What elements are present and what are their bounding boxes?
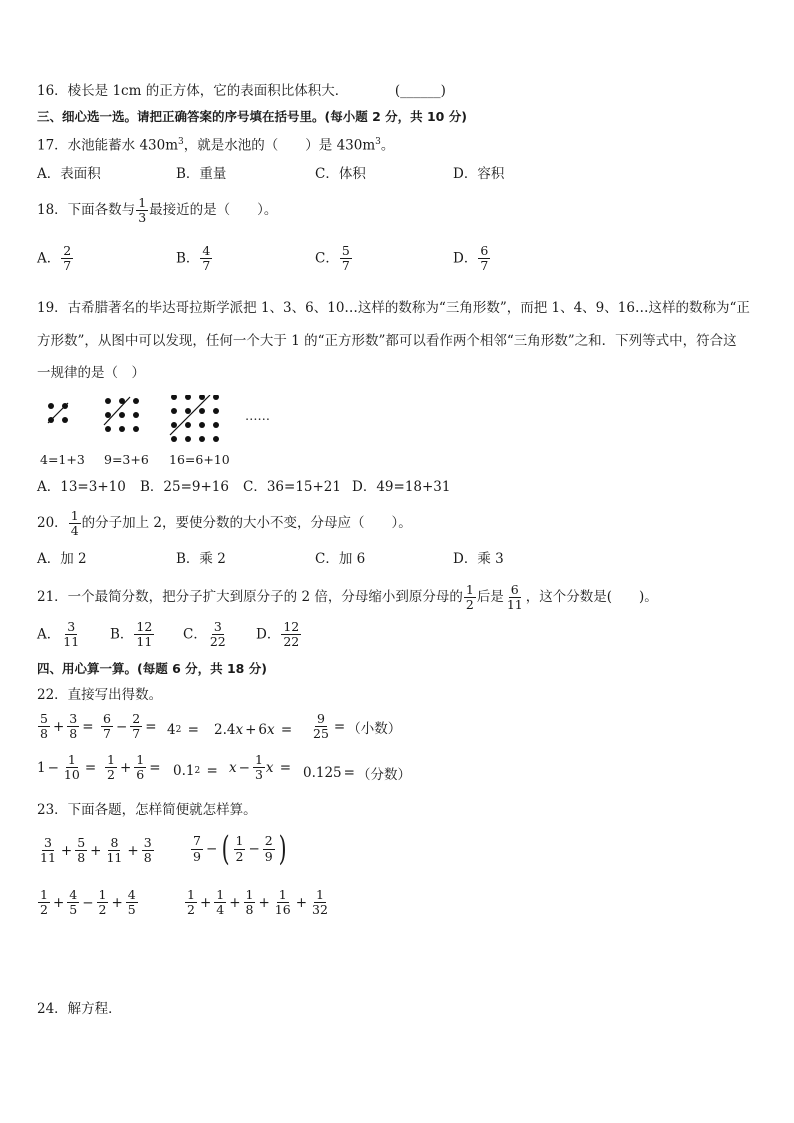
q18-option-b[interactable]: B． $\frac{4}{7}$ bbox=[176, 243, 211, 274]
section-3-heading: 三、细心选一选。请把正确答案的序号填在括号里。(每小题 2 分，共 10 分) bbox=[37, 109, 467, 124]
question-24-title: 24．解方程． bbox=[37, 1001, 122, 1017]
calc-1-2-plus-1-6: $\frac{1}{2}$ + $\frac{1}{6}$ = bbox=[107, 752, 161, 783]
q17-option-b[interactable]: B．重量 bbox=[176, 166, 227, 182]
ellipsis: …… bbox=[245, 408, 270, 423]
q19-option-b[interactable]: B．25=9+16 bbox=[140, 479, 229, 495]
caption-4: 4=1+3 bbox=[40, 452, 85, 467]
dot-figure-9 bbox=[104, 397, 139, 432]
question-19-line-2: 方形数”，从图中可以发现，任何一个大于 1 的“正方形数”都可以看作两个相邻“三角形数”之和．下列等式中，符合这 bbox=[37, 333, 737, 349]
q21-option-c[interactable]: C． $\frac{3}{22}$ bbox=[183, 619, 226, 650]
q19-option-c[interactable]: C．36=15+21 bbox=[243, 479, 341, 495]
question-17: 17．水池能蓄水 $430m^3$，就是水池的（ ）是 $430m^3$。 bbox=[37, 137, 395, 154]
calc-5-8-plus-3-8: $\frac{5}{8}$ + $\frac{3}{8}$ = bbox=[40, 711, 94, 742]
q17-option-a[interactable]: A．表面积 bbox=[37, 166, 101, 182]
calc-23-expr-1: $\frac{3}{11}$ + $\frac{5}{8}$ + $\frac{8}{11}$ + $\frac{3}{8}$ bbox=[40, 835, 152, 866]
question-23-title: 23．下面各题，怎样简便就怎样算。 bbox=[37, 802, 257, 818]
q20-option-a[interactable]: A．加 2 bbox=[37, 551, 87, 567]
q19-option-a[interactable]: A．13=3+10 bbox=[37, 479, 126, 495]
caption-16: 16=6+10 bbox=[169, 452, 230, 467]
fraction: $\frac{1}{3}$ bbox=[138, 194, 147, 225]
question-20: 20． $\frac{1}{4}$ 的分子加上 2，要使分数的大小不变，分母应（ ）。 bbox=[37, 507, 412, 538]
q17-option-d[interactable]: D．容积 bbox=[453, 166, 505, 182]
q20-option-c[interactable]: C．加 6 bbox=[315, 551, 366, 567]
question-21: 21．一个最简分数，把分子扩大到原分子的 2 倍，分母缩小到原分母的 $\frac{1}{2}$ 后是 $\frac{6}{11}$ ，这个分数是( )。 bbox=[37, 581, 658, 612]
q18-option-a[interactable]: A． $\frac{2}{7}$ bbox=[37, 243, 72, 274]
calc-4-squared: 4 2 = bbox=[167, 722, 199, 738]
question-16: 16．棱长是 1cm 的正方体，它的表面积比体积大． (______) bbox=[37, 83, 446, 99]
q21-option-d[interactable]: D． $\frac{12}{22}$ bbox=[256, 619, 300, 650]
q21-option-a[interactable]: A． $\frac{3}{11}$ bbox=[37, 619, 80, 650]
calc-0-125-fraction: 0.125 = （分数） bbox=[303, 765, 411, 783]
answer-blank[interactable]: (______) bbox=[394, 83, 446, 99]
q19-option-d[interactable]: D．49=18+31 bbox=[352, 479, 451, 495]
question-18: 18．下面各数与 $\frac{1}{3}$ 最接近的是（ ）。 bbox=[37, 194, 278, 225]
calc-2-4x-plus-6x: 2.4 x + 6 x = bbox=[214, 722, 293, 738]
dot-figure-4 bbox=[48, 403, 68, 423]
calc-23-expr-2: $\frac{7}{9}$ − ( $\frac{1}{2}$ − $\frac{2}{9}$ ) bbox=[193, 829, 287, 869]
calc-0-1-squared: 0.1 2 = bbox=[173, 763, 218, 779]
section-4-heading: 四、用心算一算。(每题 6 分，共 18 分) bbox=[37, 661, 267, 676]
square-number-dot-figures bbox=[40, 395, 280, 445]
q20-option-d[interactable]: D．乘 3 bbox=[453, 551, 504, 567]
question-22-title: 22．直接写出得数。 bbox=[37, 687, 163, 703]
q18-option-c[interactable]: C． $\frac{5}{7}$ bbox=[315, 243, 350, 274]
calc-x-minus-1-3x: x − $\frac{1}{3}$ x = bbox=[229, 752, 292, 783]
calc-6-7-minus-2-7: $\frac{6}{7}$ − $\frac{2}{7}$ = bbox=[103, 711, 157, 742]
caption-9: 9=3+6 bbox=[104, 452, 149, 467]
q20-option-b[interactable]: B．乘 2 bbox=[176, 551, 226, 567]
dot-figure-16 bbox=[170, 395, 219, 442]
fraction: $\frac{1}{4}$ bbox=[70, 507, 79, 538]
q18-option-d[interactable]: D． $\frac{6}{7}$ bbox=[453, 243, 489, 274]
q21-option-b[interactable]: B． $\frac{12}{11}$ bbox=[110, 619, 153, 650]
calc-1-minus-1-10: 1 − $\frac{1}{10}$ = bbox=[37, 752, 97, 783]
q17-option-c[interactable]: C．体积 bbox=[315, 166, 366, 182]
calc-23-expr-3: $\frac{1}{2}$ + $\frac{4}{5}$ − $\frac{1}{2}$ + $\frac{4}{5}$ bbox=[40, 887, 136, 918]
calc-23-expr-4: $\frac{1}{2}$ + $\frac{1}{4}$ + $\frac{1}{8}$ + $\frac{1}{16}$ + $\frac{1}{32}$ bbox=[187, 887, 328, 918]
question-19-line-3: 一规律的是（ ） bbox=[37, 365, 145, 381]
question-19-line-1: 19．古希腊著名的毕达哥拉斯学派把 1、3、6、10…这样的数称为“三角形数”，而把 1、4、9、16…这样的数称为“正 bbox=[37, 300, 750, 316]
calc-9-25-decimal: $\frac{9}{25}$ = （小数） bbox=[313, 711, 402, 742]
